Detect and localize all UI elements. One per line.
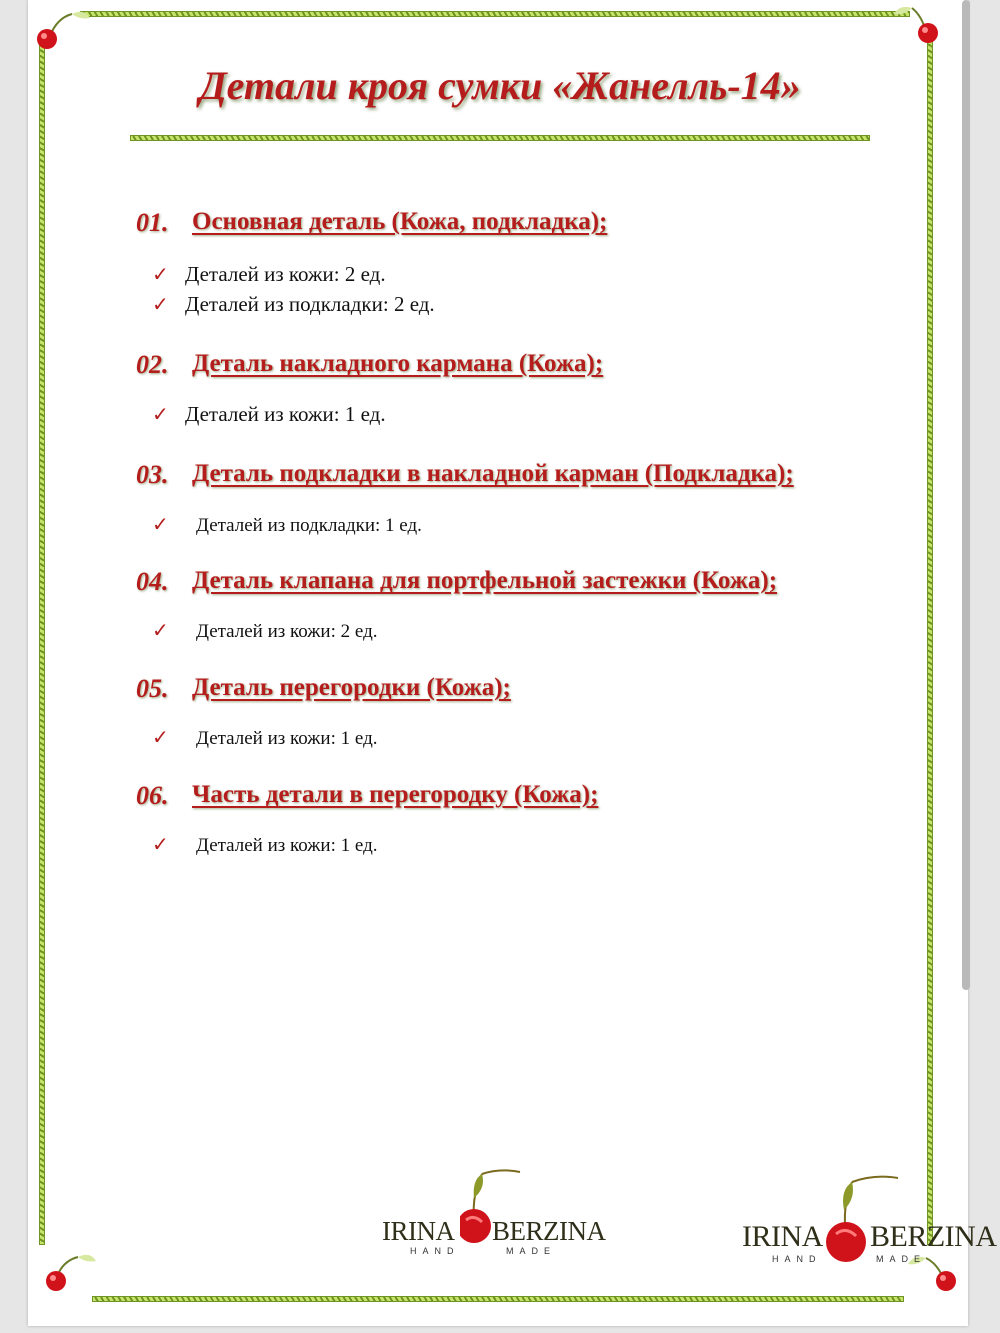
- section-number: 04.: [136, 567, 169, 596]
- list-item: [152, 512, 422, 537]
- page-title: Детали кроя сумки «Жанелль-14»: [199, 63, 801, 108]
- checkmark-icon: ✓: [152, 618, 169, 642]
- logo-sub-left: HAND: [410, 1246, 460, 1256]
- logo-right-word: BERZINA: [492, 1216, 606, 1246]
- left-rope-border: [39, 40, 45, 1245]
- item-text: Деталей из кожи: 1 ед.: [185, 402, 386, 426]
- list-item: [152, 262, 386, 287]
- logo-sub-left: HAND: [772, 1254, 822, 1264]
- bottom-rope-border: [92, 1296, 904, 1302]
- item-text: Деталей из подкладки: 2 ед.: [185, 292, 435, 316]
- list-item: [152, 402, 386, 427]
- list-item: [152, 292, 435, 317]
- list-item: [152, 832, 377, 857]
- section-number: 03.: [136, 460, 169, 489]
- section-heading: Деталь накладного кармана (Кожа);: [192, 350, 604, 377]
- list-item: [152, 725, 377, 750]
- list-item: [152, 618, 377, 643]
- checkmark-icon: ✓: [152, 262, 169, 286]
- brand-logo-center: [382, 1164, 622, 1274]
- section-heading: Основная деталь (Кожа, подкладка);: [192, 208, 608, 235]
- section-heading: Деталь клапана для портфельной застежки (Кожа);: [192, 567, 778, 594]
- section-number: 01.: [136, 208, 169, 237]
- section-heading: Деталь перегородки (Кожа);: [192, 674, 511, 701]
- brand-logo-right: [742, 1170, 998, 1280]
- item-text: Деталей из кожи: 2 ед.: [185, 262, 386, 286]
- vertical-scrollbar[interactable]: [962, 0, 970, 990]
- document-page: [28, 0, 968, 1326]
- section-number: 06.: [136, 781, 169, 810]
- logo-sub-right: MADE: [876, 1254, 927, 1264]
- item-text: Деталей из кожи: 1 ед.: [196, 835, 378, 856]
- logo-sub-right: MADE: [506, 1246, 557, 1256]
- checkmark-icon: ✓: [152, 832, 169, 856]
- right-rope-border: [927, 40, 933, 1245]
- item-text: Деталей из подкладки: 1 ед.: [196, 515, 422, 536]
- checkmark-icon: ✓: [152, 725, 169, 749]
- cherry-corner-icon: [892, 2, 952, 52]
- item-text: Деталей из кожи: 1 ед.: [196, 728, 378, 749]
- logo-left-word: IRINA: [382, 1216, 455, 1246]
- logo-left-word: IRINA: [742, 1220, 823, 1253]
- section-heading: Часть детали в перегородку (Кожа);: [192, 781, 599, 808]
- title-divider: [130, 135, 870, 141]
- section-number: 05.: [136, 674, 169, 703]
- checkmark-icon: ✓: [152, 292, 169, 316]
- cherry-corner-icon: [38, 1245, 98, 1295]
- top-rope-border: [80, 11, 910, 17]
- checkmark-icon: ✓: [152, 402, 169, 426]
- logo-right-word: BERZINA: [870, 1220, 997, 1253]
- cherry-corner-icon: [32, 6, 92, 56]
- checkmark-icon: ✓: [152, 512, 169, 536]
- item-text: Деталей из кожи: 2 ед.: [196, 621, 378, 642]
- section-heading: Деталь подкладки в накладной карман (Подкладка);: [192, 460, 794, 487]
- section-number: 02.: [136, 350, 169, 379]
